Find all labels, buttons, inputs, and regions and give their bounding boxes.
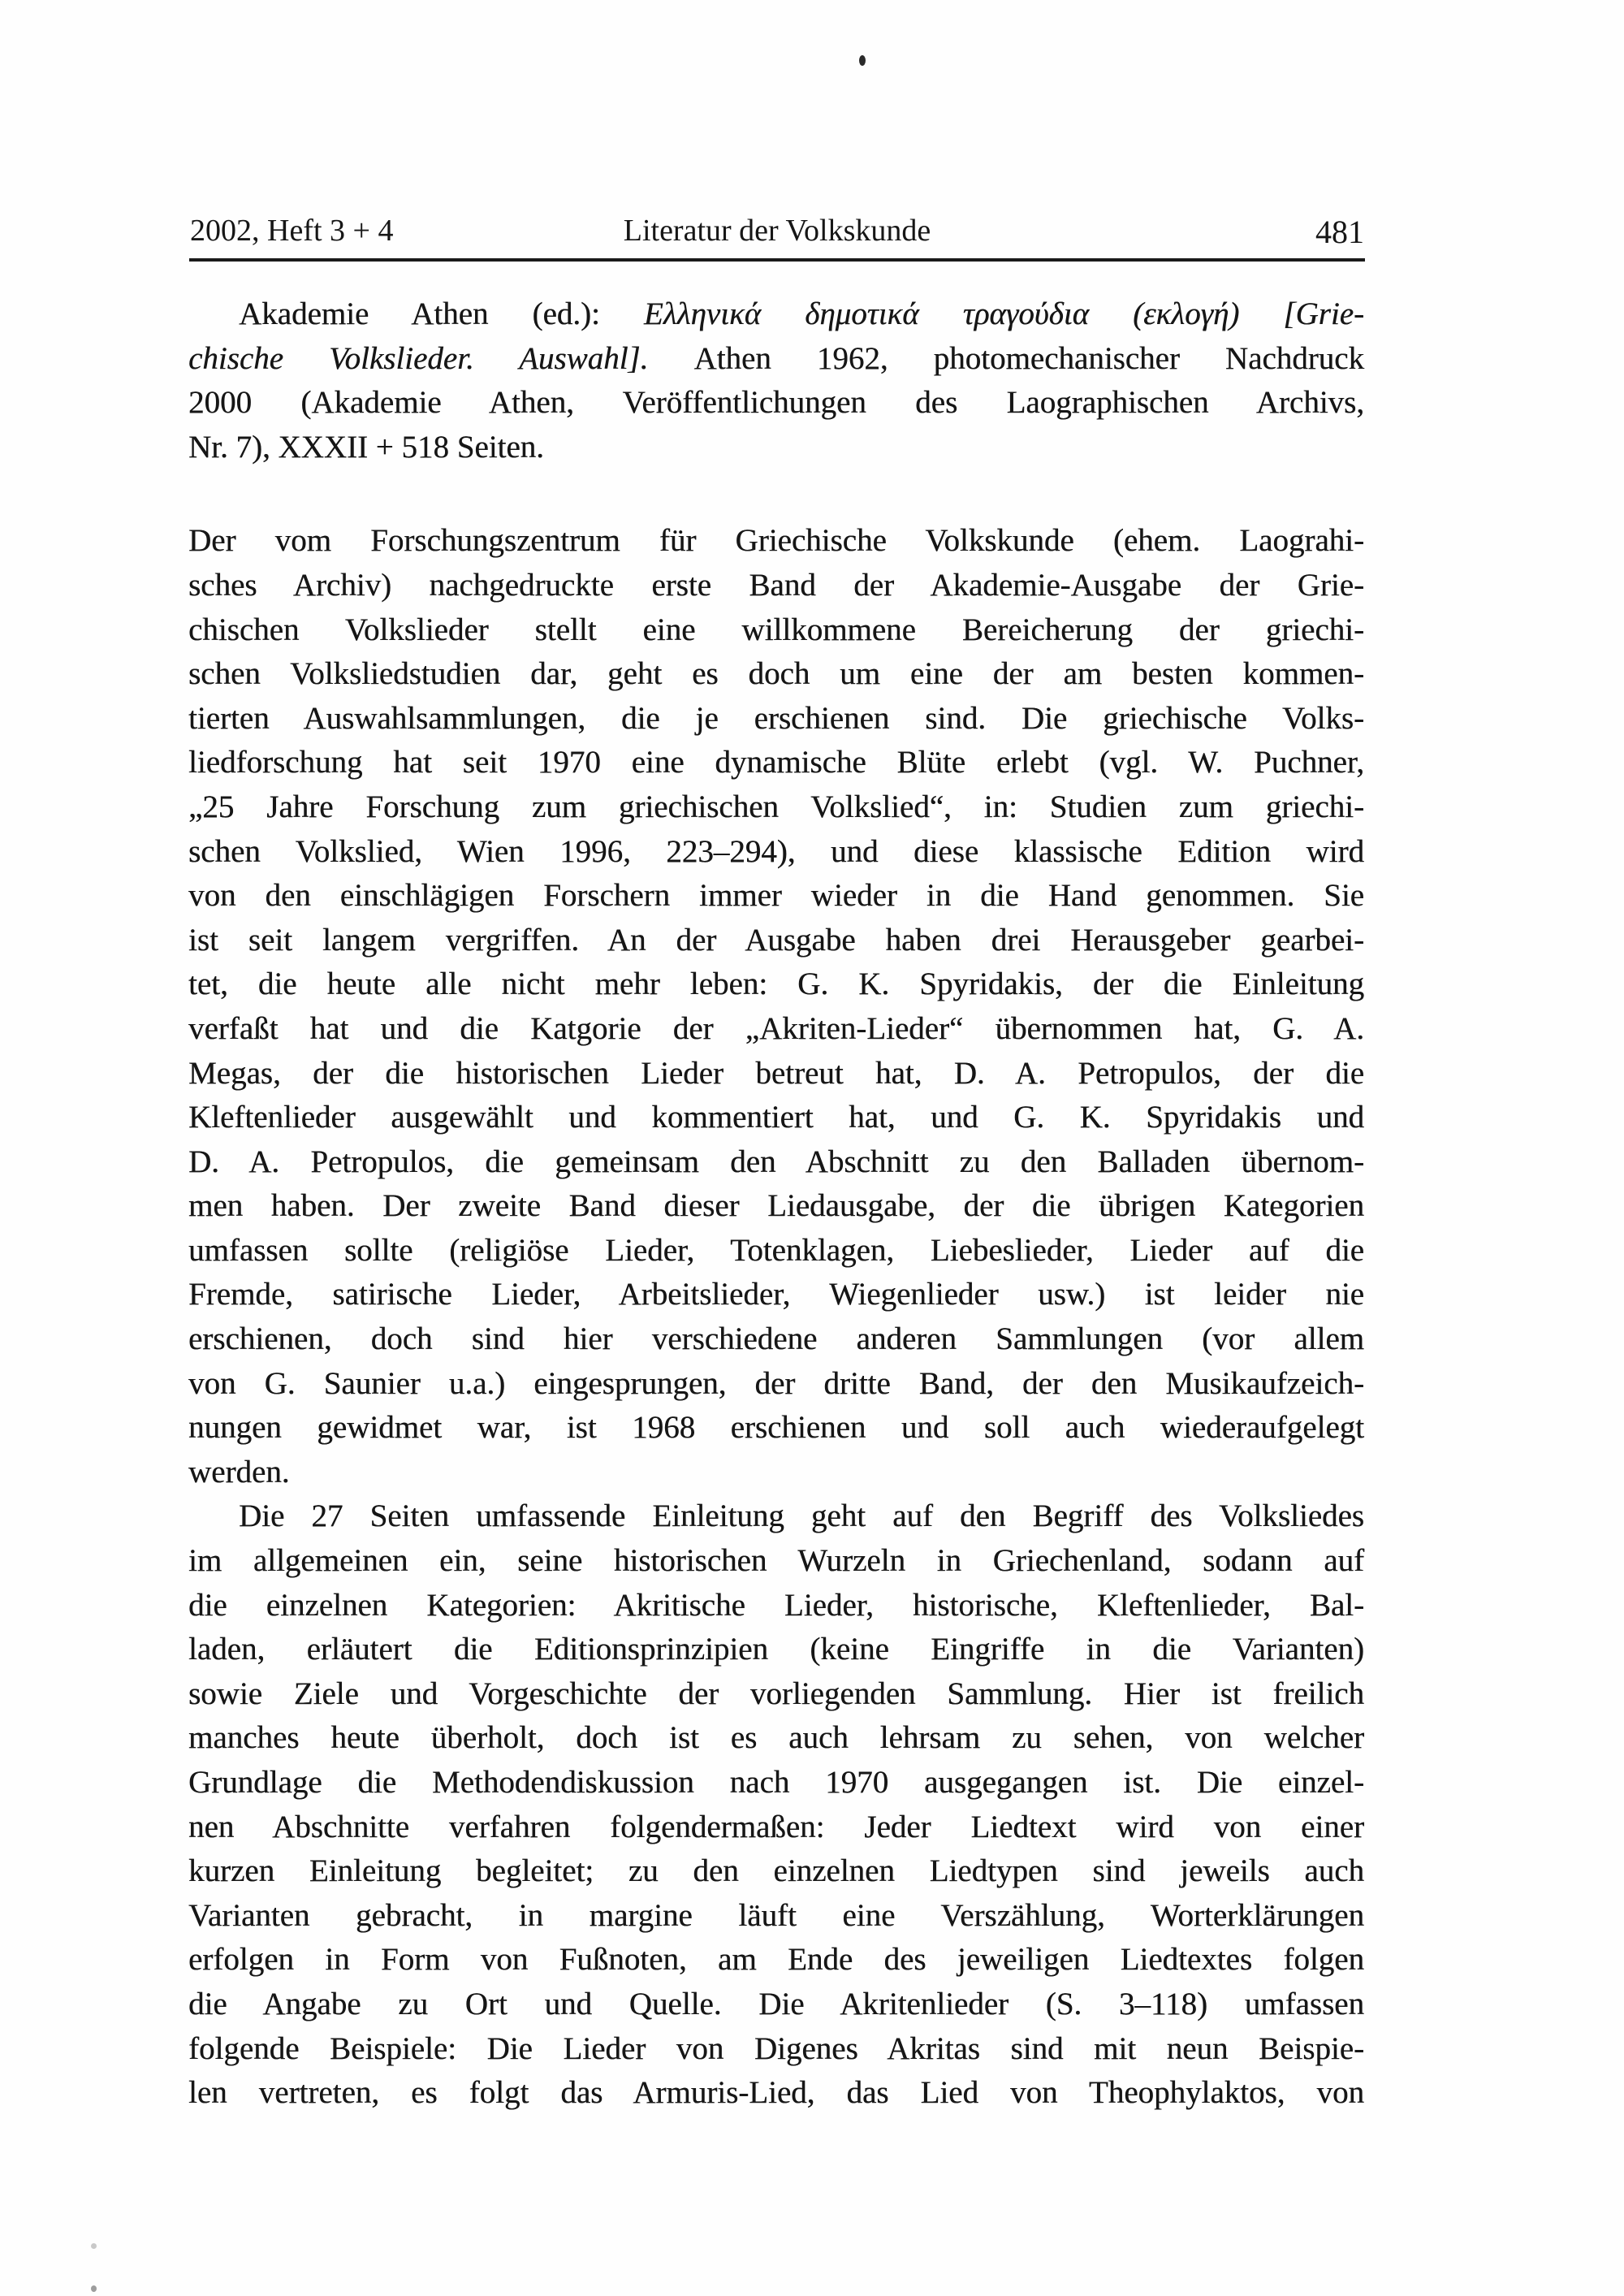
- text-line: [188, 962, 1364, 1007]
- text-segment: „25 Jahre Forschung zum griechischen Volkslied“, in: Studien zum griechi-: [188, 789, 1364, 824]
- text-line: [188, 519, 1364, 564]
- text-segment: verfaßt hat und die Katgorie der „Akriten-Lieder“ übernommen hat, G. A.: [188, 1010, 1364, 1046]
- text-segment: sches Archiv) nachgedruckte erste Band der Akademie-Ausgabe der Grie-: [188, 567, 1364, 603]
- scan-speck: [859, 55, 866, 66]
- issue-label: 2002, Heft 3 + 4: [190, 214, 394, 248]
- header-rule: [189, 258, 1365, 262]
- running-head: [190, 210, 1364, 249]
- text-segment: tet, die heute alle nicht mehr leben: G. K. Spyridakis, der die Einleitung: [188, 966, 1364, 1002]
- text-segment: ist seit langem vergriffen. An der Ausgabe haben drei Herausgeber gearbei-: [188, 922, 1364, 958]
- text-segment: tierten Auswahlsammlungen, die je erschienen sind. Die griechische Volks-: [188, 700, 1364, 736]
- text-line: [188, 1584, 1364, 1628]
- text-segment: len vertreten, es folgt das Armuris-Lied, das Lied von Theophylaktos, von: [188, 2075, 1364, 2111]
- text-line: [188, 1229, 1364, 1273]
- text-segment: schen Volksliedstudien dar, geht es doch um eine der am besten kommen-: [188, 656, 1364, 692]
- text-line: [188, 1052, 1364, 1096]
- scan-speck: [91, 2243, 97, 2249]
- text-segment: kurzen Einleitung begleitet; zu den einzelnen Liedtypen sind jeweils auch: [188, 1853, 1364, 1889]
- text-line: [188, 2027, 1364, 2072]
- text-line: [188, 1539, 1364, 1584]
- text-line: [188, 608, 1364, 653]
- text-segment: Varianten gebracht, in margine läuft eine Verszählung, Worterklärungen: [188, 1897, 1364, 1933]
- text-line: [188, 652, 1364, 697]
- text-line: [188, 1362, 1364, 1407]
- section-title: Literatur der Volkskunde: [623, 214, 931, 248]
- italic-text-segment: [Grie-: [1283, 296, 1364, 331]
- text-segment: Grundlage die Methodendiskussion nach 1970 ausgegangen ist. Die einzel-: [188, 1765, 1364, 1800]
- text-line: [188, 1938, 1364, 1983]
- text-segment: Megas, der die historischen Lieder betreut hat, D. A. Petropulos, der die: [188, 1055, 1364, 1091]
- text-line: [188, 1317, 1364, 1362]
- text-line: [188, 919, 1364, 963]
- text-segment: die Angabe zu Ort und Quelle. Die Akritenlieder (S. 3–118) umfassen: [188, 1986, 1364, 2021]
- text-line: [188, 1628, 1364, 1672]
- italic-text-segment: chische Volkslieder. Auswahl].: [188, 340, 694, 376]
- text-segment: folgende Beispiele: Die Lieder von Digenes Akritas sind mit neun Beispie-: [188, 2030, 1364, 2066]
- text-line: [188, 1096, 1364, 1140]
- text-segment: nungen gewidmet war, ist 1968 erschienen und soll auch wiederaufgelegt: [188, 1410, 1364, 1446]
- text-line: [188, 426, 1364, 470]
- text-segment: umfassen sollte (religiöse Lieder, Totenklagen, Liebeslieder, Lieder auf die: [188, 1232, 1364, 1268]
- text-line: [188, 1849, 1364, 1894]
- text-line: [188, 1451, 1364, 1495]
- text-line: [188, 1007, 1364, 1052]
- text-segment: im allgemeinen ein, seine historischen Wurzeln in Griechenland, sodann auf: [188, 1543, 1364, 1579]
- text-line: [188, 1894, 1364, 1939]
- text-line: [188, 785, 1364, 830]
- text-line: [188, 1761, 1364, 1805]
- page-number: 481: [1315, 214, 1364, 250]
- text-segment: von den einschlägigen Forschern immer wieder in die Hand genommen. Sie: [188, 878, 1364, 914]
- text-segment: laden, erläutert die Editionsprinzipien (keine Eingriffe in die Varianten): [188, 1632, 1364, 1667]
- text-segment: schen Volkslied, Wien 1996, 223–294), und diese klassische Edition wird: [188, 833, 1364, 869]
- text-line: [188, 1805, 1364, 1850]
- text-segment: men haben. Der zweite Band dieser Liedausgabe, der die übrigen Kategorien: [188, 1188, 1364, 1224]
- text-line: [188, 830, 1364, 875]
- text-line: [188, 1716, 1364, 1761]
- text-segment: werden.: [188, 1454, 290, 1490]
- text-line: [188, 337, 1364, 382]
- text-segment: die einzelnen Kategorien: Akritische Lieder, historische, Kleftenlieder, Bal-: [188, 1587, 1364, 1623]
- text-segment: Kleftenlieder ausgewählt und kommentiert hat, und G. K. Spyridakis und: [188, 1100, 1364, 1135]
- text-segment: D. A. Petropulos, die gemeinsam den Abschnitt zu den Balladen übernom-: [188, 1144, 1364, 1179]
- text-segment: manches heute überholt, doch ist es auch lehrsam zu sehen, von welcher: [188, 1720, 1364, 1756]
- text-line: [188, 1273, 1364, 1317]
- text-segment: liedforschung hat seit 1970 eine dynamische Blüte erlebt (vgl. W. Puchner,: [188, 745, 1364, 780]
- text-segment: Athen 1962, photomechanischer Nachdruck: [693, 340, 1364, 376]
- text-segment: Fremde, satirische Lieder, Arbeitslieder, Wiegenlieder usw.) ist leider nie: [188, 1277, 1364, 1312]
- text-line: [188, 741, 1364, 785]
- italic-text-segment: Ελληνικά δημοτικά τραγούδια (εκλογή): [643, 296, 1284, 331]
- text-line: [188, 2071, 1364, 2116]
- text-line: [188, 1672, 1364, 1717]
- text-line: [188, 1140, 1364, 1185]
- text-line: [188, 1184, 1364, 1229]
- text-line: [188, 697, 1364, 742]
- text-segment: sowie Ziele und Vorgeschichte der vorliegenden Sammlung. Hier ist freilich: [188, 1676, 1364, 1711]
- text-segment: Akademie Athen (ed.):: [239, 296, 644, 331]
- text-segment: Die 27 Seiten umfassende Einleitung geht auf den Begriff des Volksliedes: [239, 1498, 1364, 1534]
- text-segment: von G. Saunier u.a.) eingesprungen, der dritte Band, der den Musikaufzeich-: [188, 1365, 1364, 1401]
- text-line: [188, 1983, 1364, 2027]
- text-segment: nen Abschnitte verfahren folgendermaßen: Jeder Liedtext wird von einer: [188, 1809, 1364, 1844]
- text-segment: Der vom Forschungszentrum für Griechische Volkskunde (ehem. Laograhi-: [188, 523, 1364, 559]
- text-line: [188, 564, 1364, 608]
- text-line: [188, 874, 1364, 919]
- text-line: [188, 381, 1364, 426]
- text-line: [188, 292, 1364, 337]
- text-segment: erfolgen in Form von Fußnoten, am Ende des jeweiligen Liedtextes folgen: [188, 1942, 1364, 1978]
- text-segment: 2000 (Akademie Athen, Veröffentlichungen des Laographischen Archivs,: [188, 385, 1364, 421]
- text-segment: chischen Volkslieder stellt eine willkommene Bereicherung der griechi-: [188, 612, 1364, 647]
- text-segment: erschienen, doch sind hier verschiedene anderen Sammlungen (vor allem: [188, 1321, 1364, 1357]
- scan-speck: [91, 2285, 97, 2292]
- page-body: [188, 292, 1364, 2116]
- text-segment: Nr. 7), XXXII + 518 Seiten.: [188, 429, 544, 465]
- text-line: [188, 1406, 1364, 1451]
- text-line: [188, 1494, 1364, 1539]
